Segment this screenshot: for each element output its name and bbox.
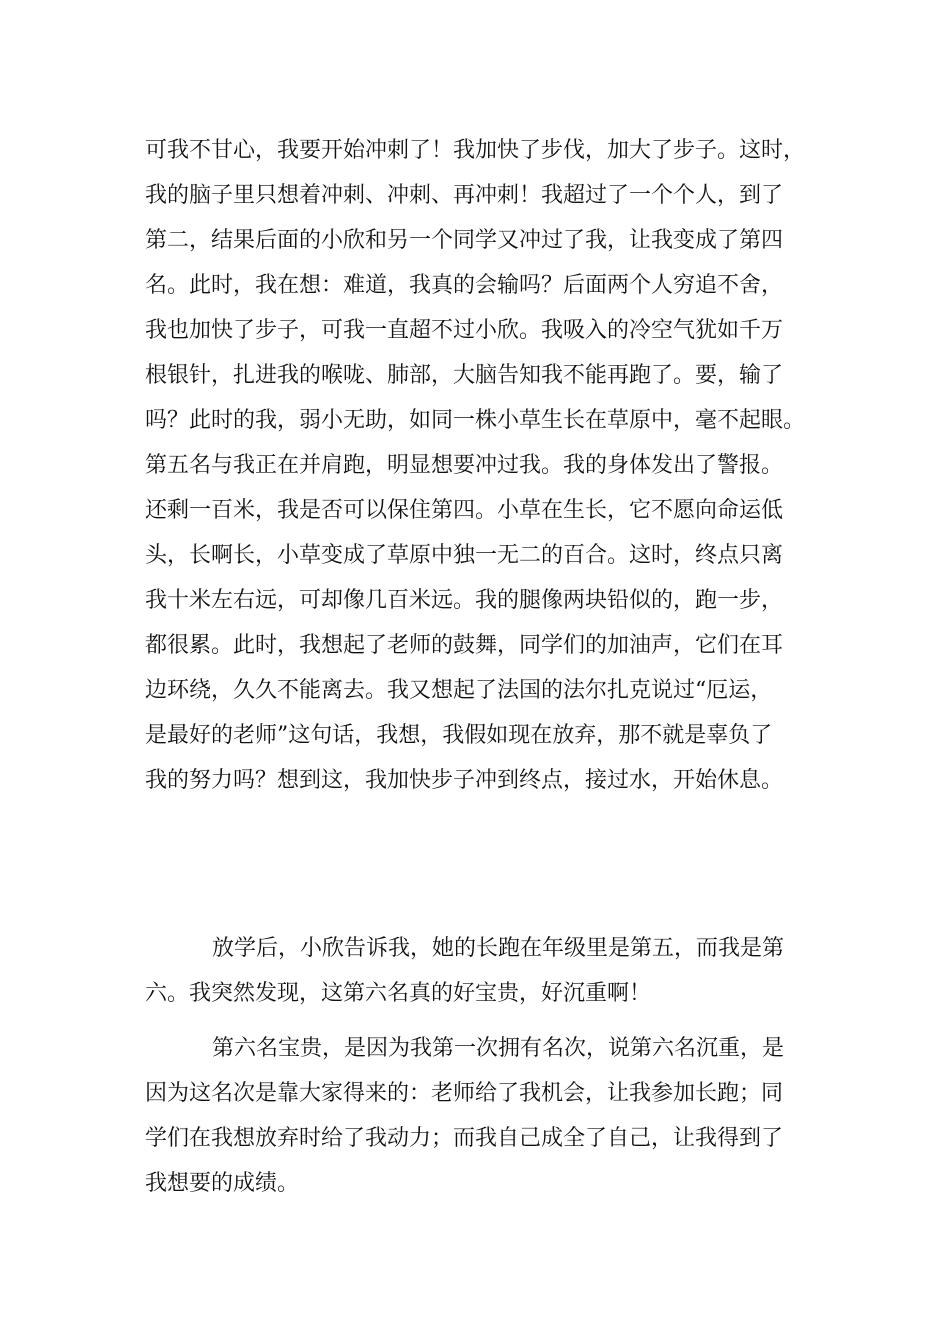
- paragraph-line: 吗？此时的我，弱小无助，如同一株小草生长在草原中，毫不起眼。: [145, 408, 806, 433]
- paragraph-line: 可我不甘心，我要开始冲刺了！我加快了步伐，加大了步子。这时，: [145, 138, 806, 163]
- paragraph-line: 我的脑子里只想着冲刺、冲刺、再冲刺！我超过了一个个人，到了: [145, 183, 784, 208]
- paragraph-line: 学们在我想放弃时给了我动力；而我自己成全了自己，让我得到了: [145, 1126, 784, 1151]
- paragraph-line: 第二，结果后面的小欣和另一个同学又冲过了我，让我变成了第四: [145, 228, 784, 253]
- paragraph-after-school: [145, 926, 825, 1016]
- paragraph-line: 六。我突然发现，这第六名真的好宝贵，好沉重啊！: [145, 981, 652, 1006]
- paragraph-line: 名。此时，我在想：难道，我真的会输吗？后面两个人穷追不舍，: [145, 273, 784, 298]
- paragraph-line: 因为这名次是靠大家得来的：老师给了我机会，让我参加长跑；同: [145, 1081, 784, 1106]
- paragraph-line: 还剩一百米，我是否可以保住第四。小草在生长，它不愿向命运低: [145, 498, 784, 523]
- paragraph-line: 我想要的成绩。: [145, 1171, 300, 1196]
- paragraph-line: 头，长啊长，小草变成了草原中独一无二的百合。这时，终点只离: [145, 543, 784, 568]
- paragraph-race: [145, 128, 825, 803]
- paragraph-line: 我的努力吗？想到这，我加快步子冲到终点，接过水，开始休息。: [145, 768, 784, 793]
- paragraph-line: 第五名与我正在并肩跑，明显想要冲过我。我的身体发出了警报。: [145, 453, 784, 478]
- paragraph-line: 是最好的老师”这句话，我想，我假如现在放弃，那不就是辜负了: [145, 723, 773, 748]
- paragraph-line: 边环绕，久久不能离去。我又想起了法国的法尔扎克说过“厄运，: [145, 678, 773, 703]
- paragraph-line: 都很累。此时，我想起了老师的鼓舞，同学们的加油声，它们在耳: [145, 633, 784, 658]
- paragraph-line: 放学后，小欣告诉我，她的长跑在年级里是第五，而我是第: [212, 936, 785, 961]
- paragraph-line: 第六名宝贵，是因为我第一次拥有名次，说第六名沉重，是: [212, 1036, 785, 1061]
- paragraph-line: 根银针，扎进我的喉咙、肺部，大脑告知我不能再跑了。要，输了: [145, 363, 784, 388]
- paragraph-line: 我十米左右远，可却像几百米远。我的腿像两块铅似的，跑一步，: [145, 588, 784, 613]
- paragraph-line: 我也加快了步子，可我一直超不过小欣。我吸入的冷空气犹如千万: [145, 318, 784, 343]
- paragraph-sixth-place: [145, 1026, 825, 1206]
